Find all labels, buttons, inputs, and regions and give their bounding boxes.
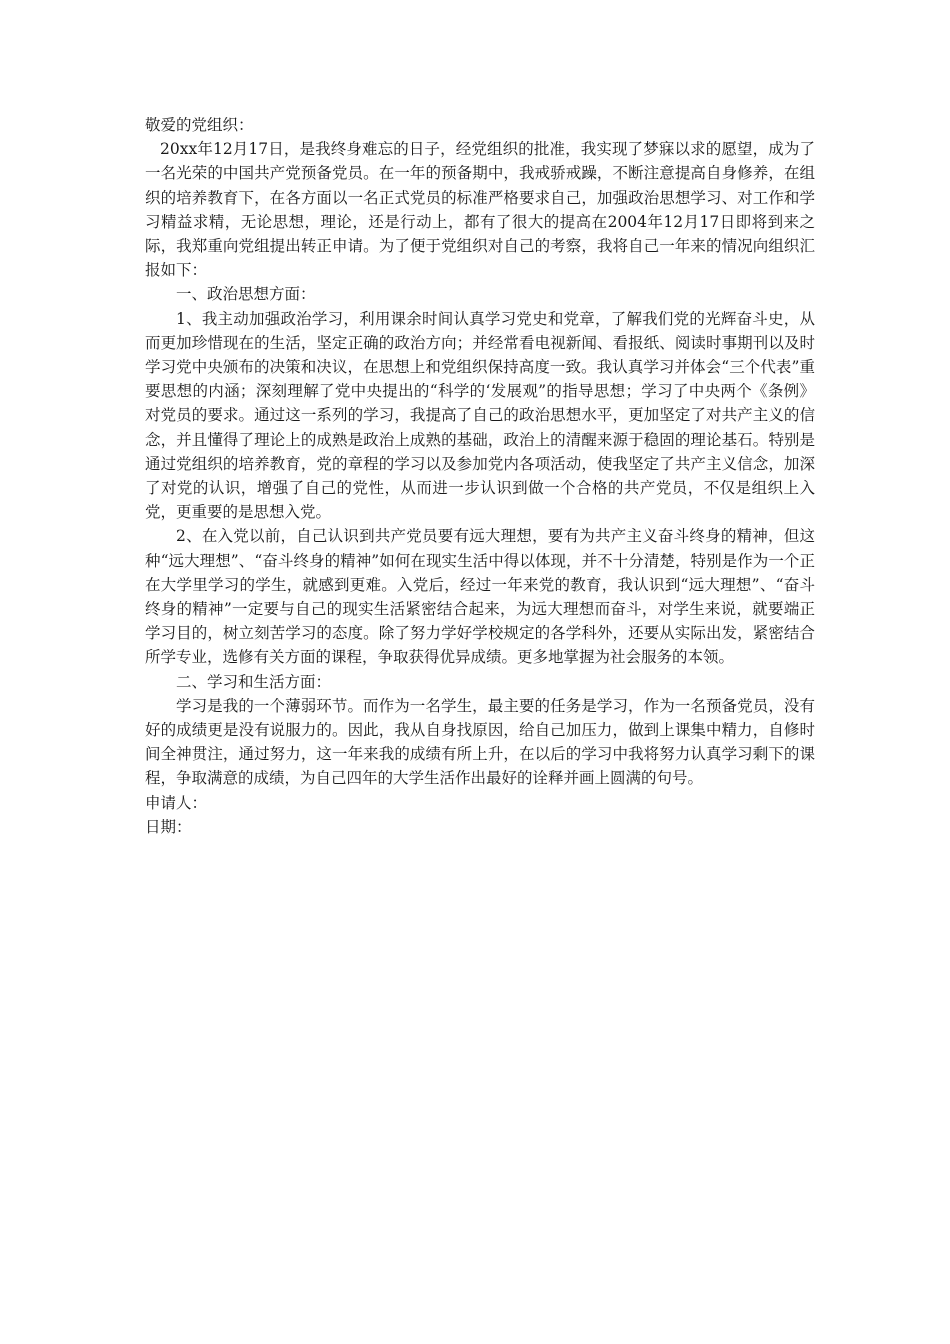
section-heading-political: 一、政治思想方面： xyxy=(176,285,316,304)
date-label: 日期： xyxy=(145,817,192,836)
political-paragraph-1: 1、我主动加强政治学习，利用课余时间认真学习党史和党章，了解我们党的光辉奋斗史，从而更加珍惜现在的生活，坚定正确的政治方向；并经常看电视新闻、看报纸、阅读时事期刊以及时学习党中央颁布的决策和决议，在思想上和党组织保持高度一致。我认真学习并体会“三个代表”重要思想的内涵；深刻理解了党中央提出的“科学的‘发展观”的指导思想；学习了中央两个《条例》对党员的要求。通过这一系列的学习，我提高了自己的政治思想水平，更加坚定了对共产主义的信念，并且懂得了理论上的成熟是政治上成熟的基础，政治上的清醒来源于稳固的理论基石。特别是通过党组织的培养教育，党的章程的学习以及参加党内各项活动，使我坚定了共产主义信念，加深了对党的认识，增强了自己的党性，从而进一步认识到做一个合格的共产党员，不仅是组织上入党，更重要的是思想入党。 xyxy=(145,309,815,522)
section-heading-study-life: 二、学习和生活方面： xyxy=(176,672,332,691)
applicant-label: 申请人： xyxy=(145,793,208,812)
political-paragraph-2: 2、在入党以前，自己认识到共产党员要有远大理想，要有为共产主义奋斗终身的精神，但这种“远大理想”、“奋斗终身的精神”如何在现实生活中得以体现，并不十分清楚，特别是作为一个正在大学里学习的学生，就感到更难。入党后，经过一年来党的教育，我认识到“远大理想”、“奋斗终身的精神”一定要与自己的现实生活紧密结合起来，为远大理想而奋斗，对学生来说，就要端正学习目的，树立刻苦学习的态度。除了努力学好学校规定的各学科外，还要从实际出发，紧密结合所学专业，选修有关方面的课程，争取获得优异成绩。更多地掌握为社会服务的本领。 xyxy=(145,527,815,667)
greeting: 敬爱的党组织： xyxy=(145,116,254,134)
letter-body xyxy=(145,113,815,839)
study-life-paragraph: 学习是我的一个薄弱环节。而作为一名学生，最主要的任务是学习，作为一名预备党员，没有好的成绩更是没有说服力的。因此，我从自身找原因，给自己加压力，做到上课集中精力，自修时间全神贯注，通过努力，这一年来我的成绩有所上升，在以后的学习中我将努力认真学习剩下的课程，争取满意的成绩，为自己四年的大学生活作出最好的诠释并画上圆满的句号。 xyxy=(145,696,815,788)
intro-paragraph: 20xx年12月17日，是我终身难忘的日子，经党组织的批准，我实现了梦寐以求的愿望，成为了一名光荣的中国共产党预备党员。在一年的预备期中，我戒骄戒躁，不断注意提高自身修养，在组织的培养教育下，在各方面以一名正式党员的标准严格要求自己，加强政治思想学习、对工作和学习精益求精，无论思想，理论，还是行动上，都有了很大的提高在2004年12月17日即将到来之际，我郑重向党组提出转正申请。为了便于党组织对自己的考察，我将自己一年来的情况向组织汇报如下： xyxy=(145,140,815,280)
